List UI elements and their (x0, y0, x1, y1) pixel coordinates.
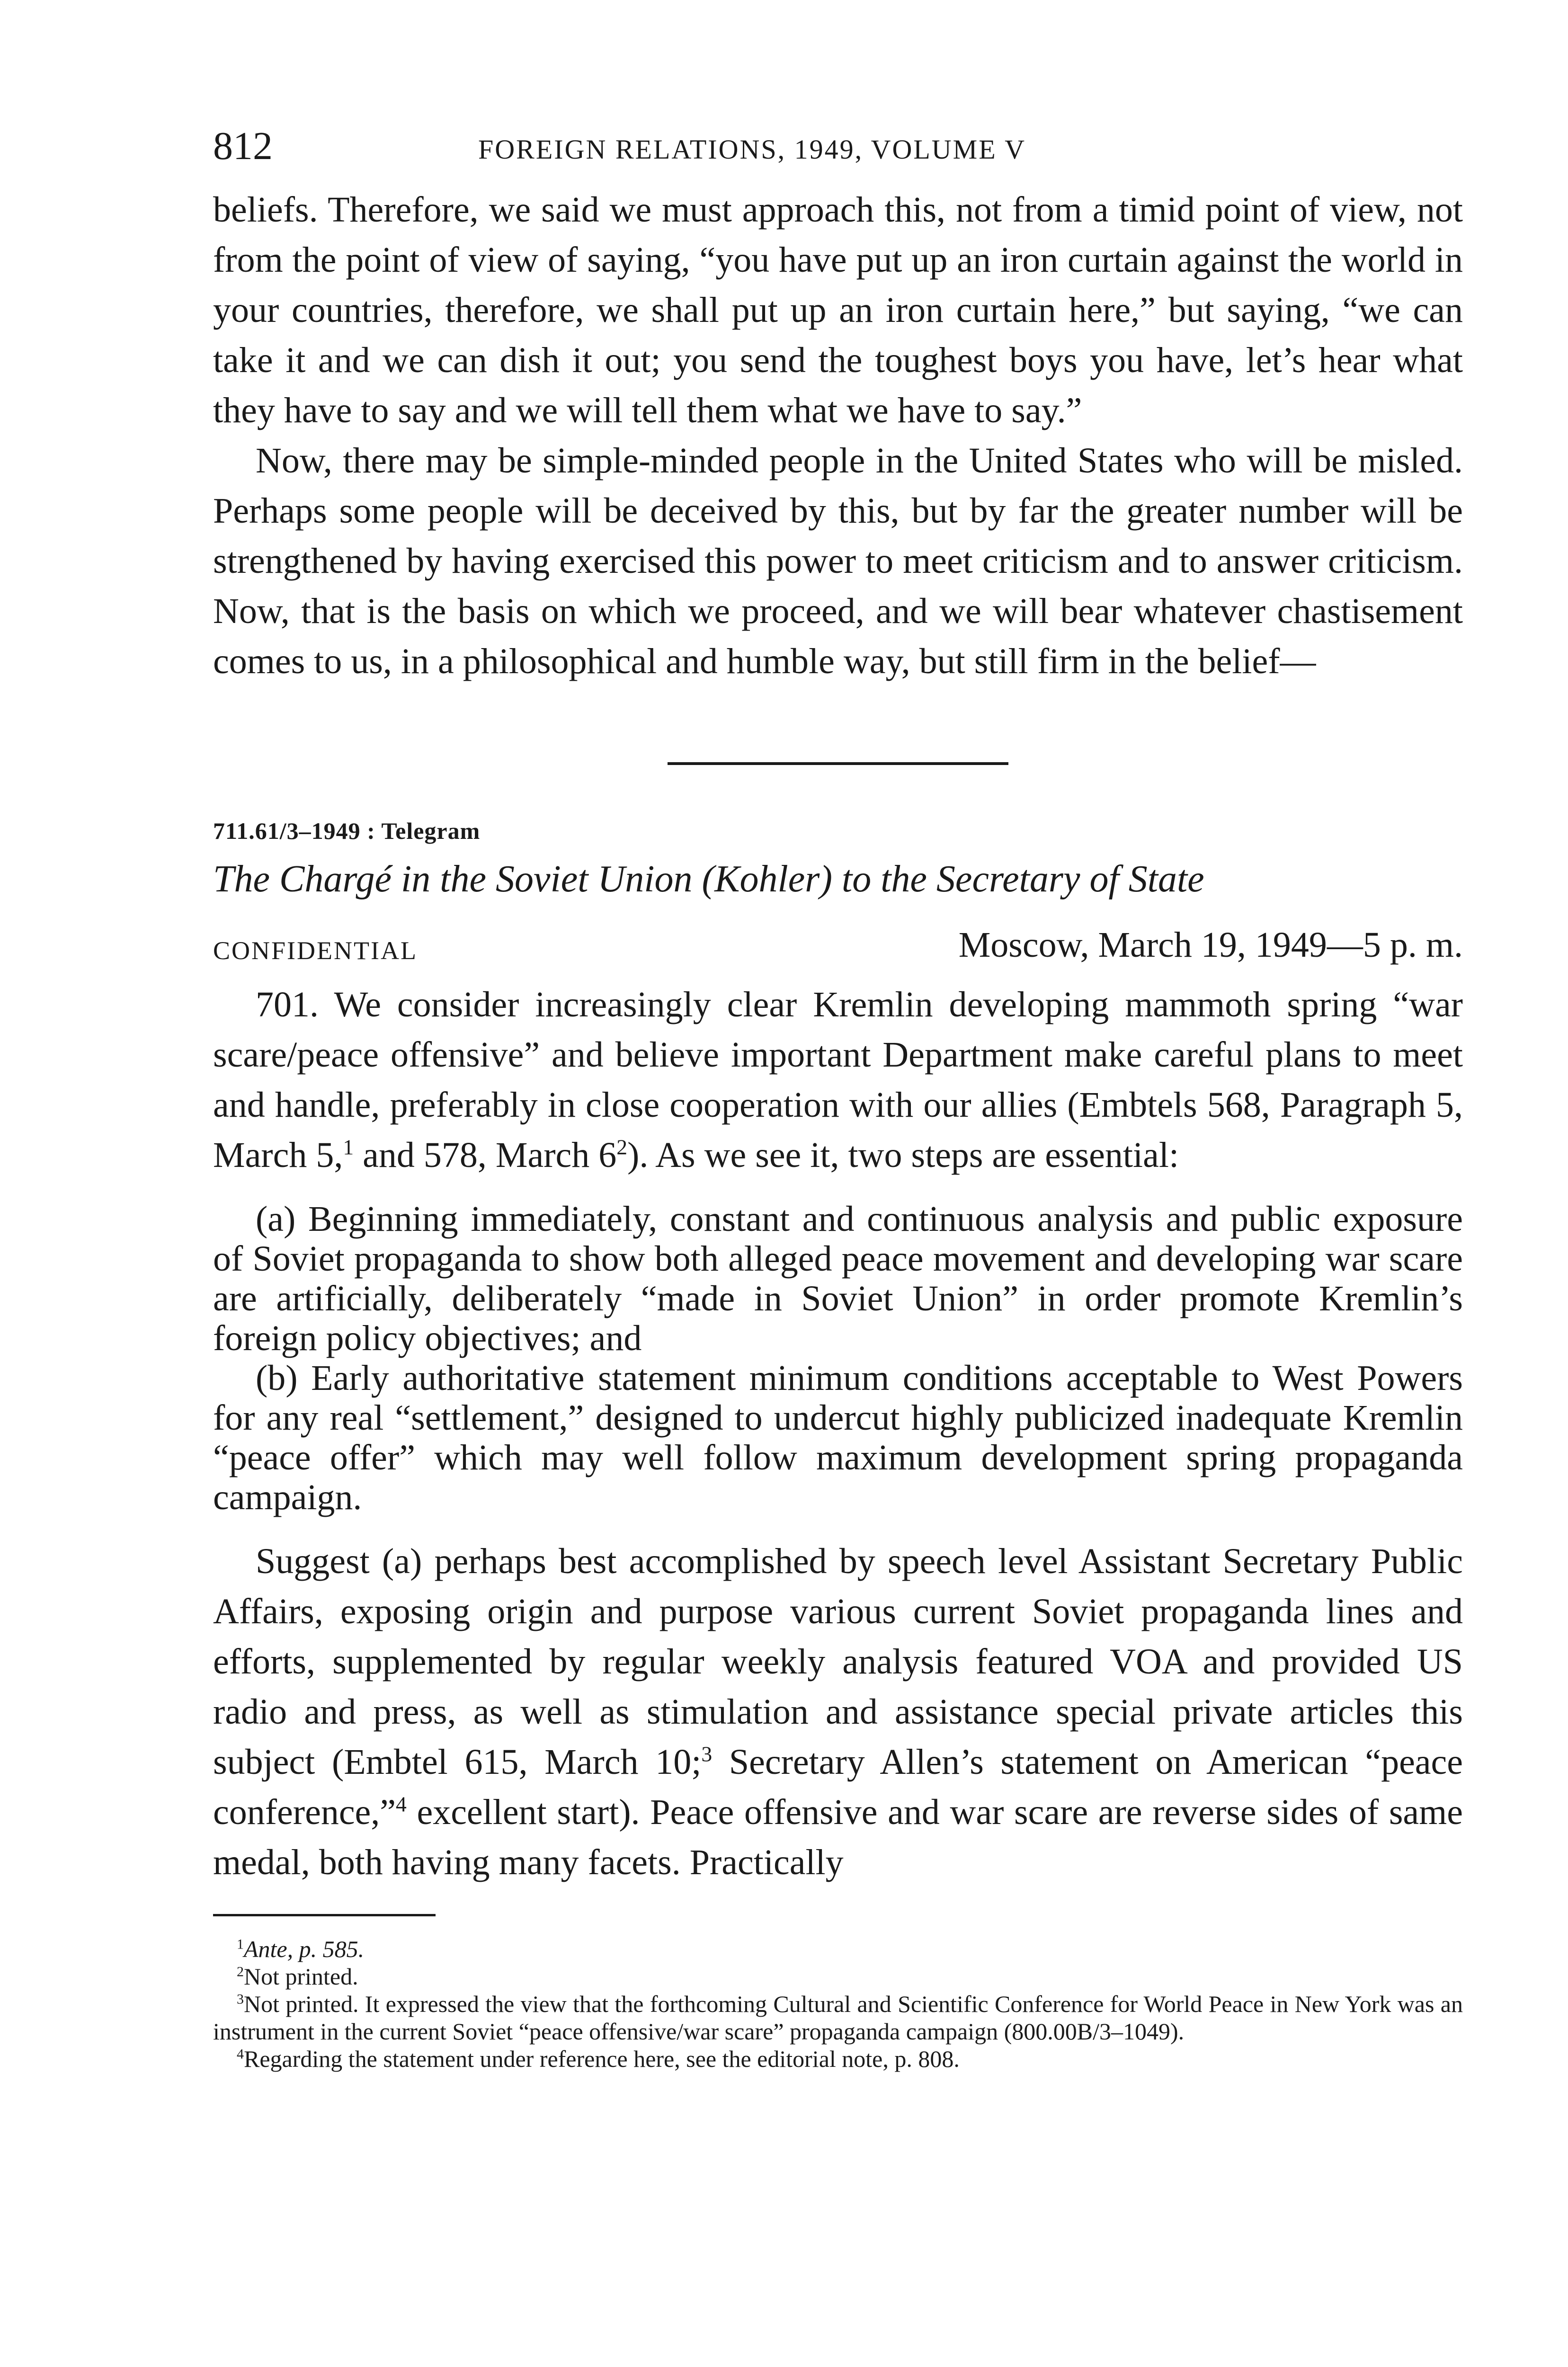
document-title: The Chargé in the Soviet Union (Kohler) to the Secretary of State (213, 858, 1204, 900)
text-run: excellent start). Peace offensive and war scare are reverse sides of same medal, both having many facets. Practically (213, 1792, 1463, 1882)
page-header (213, 123, 1463, 185)
footnote-ref: 3 (701, 1742, 713, 1766)
footnote-mark: 1 (237, 1936, 244, 1952)
footnote-text: Ante, p. 585. (244, 1936, 365, 1962)
dateline (213, 925, 1463, 972)
step-a: (a) Beginning immediately, constant and continuous analysis and public exposure of Soviet propaganda to show both alleged peace movement and developing war scare are artificially, deliberately “made in Soviet Union” in order promote Kremlin’s foreign policy objectives; and (213, 1199, 1463, 1358)
text-run: Secretary Allen’s statement on American “peace conference,” (213, 1742, 1463, 1832)
running-head: FOREIGN RELATIONS, 1949, VOLUME V (478, 134, 1026, 165)
step-b: (b) Early authoritative statement minimum conditions acceptable to West Powers for any real “settlement,” designed to undercut highly publicized inadequate Kremlin “peace offer” which may well follow maximum development spring propaganda campaign. (213, 1358, 1463, 1517)
footnote-text: Regarding the statement under reference here, see the editorial note, p. 808. (244, 2046, 960, 2072)
spacer (213, 1517, 1463, 1536)
document-page (213, 123, 1463, 2073)
footnote (213, 2045, 1463, 2073)
footnote-divider (213, 1914, 436, 1916)
text-run: ). As we see it, two steps are essential: (627, 1135, 1179, 1175)
telegram-paragraph-1 (213, 979, 1463, 1180)
classification-label: CONFIDENTIAL (213, 936, 418, 965)
place-date: Moscow, March 19, 1949—5 p. m. (958, 925, 1463, 965)
footnote-mark: 4 (237, 2046, 244, 2062)
text-run: 701. We consider increasingly clear Kremlin developing mammoth spring “war scare/peace offensive” and believe important Department make careful plans to meet and handle, preferably in close cooperation with our allies (Embtels 568, Paragraph 5, March 5, (213, 985, 1463, 1175)
spacer (213, 1180, 1463, 1199)
footnotes (213, 1935, 1463, 2073)
footnote (213, 1990, 1463, 2045)
footnote-mark: 3 (237, 1991, 244, 2007)
footnote-ref: 1 (343, 1135, 354, 1159)
text-run: and 578, March 6 (354, 1135, 617, 1175)
continued-paragraph: beliefs. Therefore, we said we must approach this, not from a timid point of view, not from the point of view of saying, “you have put up an iron curtain against the world in your countries, therefore, we shall put up an iron curtain here,” but saying, “we can take it and we can dish it out; you send the toughest boys you have, let’s hear what they have to say and we will tell them what we have to say.” (213, 190, 1463, 430)
footnote-ref: 2 (616, 1135, 628, 1159)
section-divider (668, 762, 1008, 765)
telegram-paragraph-2 (213, 1536, 1463, 1887)
footnote-text: Not printed. (244, 1963, 358, 1990)
page-number: 812 (213, 124, 273, 168)
text-run: Suggest (a) perhaps best accomplished by speech level Assistant Secretary Public Affairs, exposing origin and purpose various current Soviet propaganda lines and efforts, supplemented by regular weekly analysis featured VOA and provided US radio and press, as well as stimulation and assistance special private articles this subject (Embtel 615, March 10; (213, 1541, 1463, 1782)
footnote-ref: 4 (396, 1792, 407, 1816)
footnote (213, 1963, 1463, 1990)
closing-paragraph: Now, there may be simple-minded people in the United States who will be misled. Perhaps some people will be deceived by this, but by far the greater number will be strengthened by having exercised this power to meet criticism and to answer criticism. Now, that is the basis on which we proceed, and we will bear whatever chastisement comes to us, in a philosophical and humble way, but still firm in the belief— (213, 441, 1463, 681)
file-reference: 711.61/3–1949 : Telegram (213, 818, 481, 844)
footnote (213, 1935, 1463, 1963)
footnote-mark: 2 (237, 1964, 244, 1980)
footnote-text: Not printed. It expressed the view that the forthcoming Cultural and Scientific Conference for World Peace in New York was an instrument in the current Soviet “peace offensive/war scare” propaganda campaign (800.00B/3–1049). (213, 1991, 1463, 2045)
